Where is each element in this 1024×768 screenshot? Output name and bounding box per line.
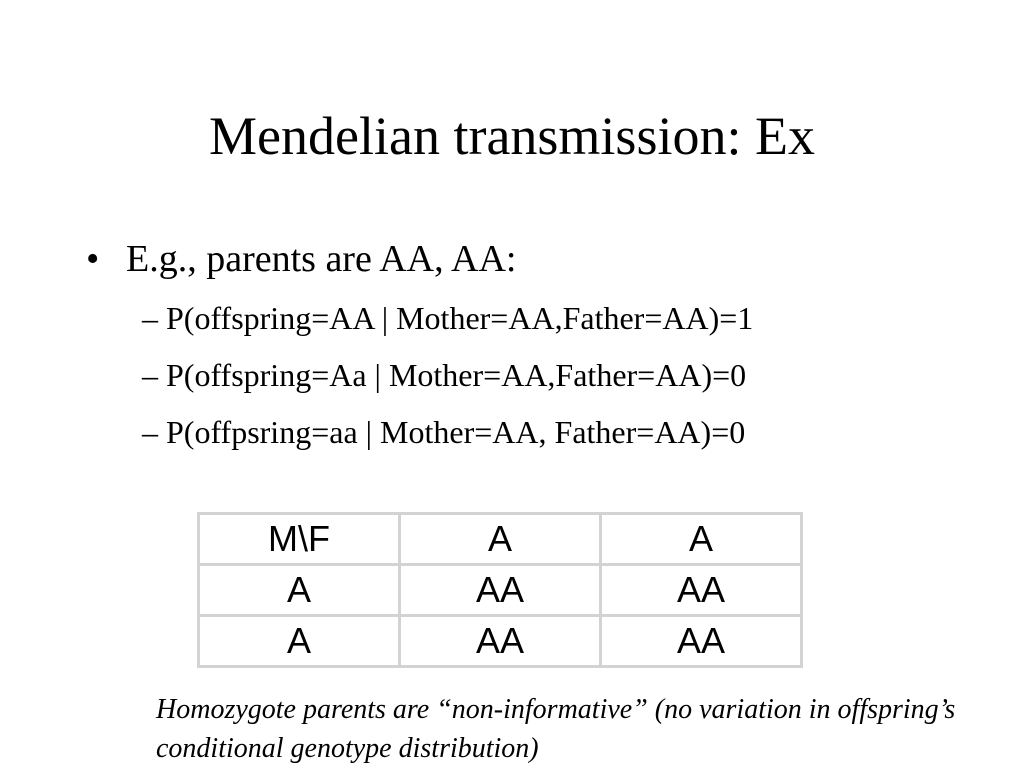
sub-bullet-text: P(offspring=AA | Mother=AA,Father=AA)=1 xyxy=(166,300,754,336)
punnett-square xyxy=(197,512,803,668)
table-header-cell: M\F xyxy=(199,514,400,565)
slide-title: Mendelian transmission: Ex xyxy=(209,106,815,166)
table-cell: A xyxy=(199,616,400,667)
dash-marker: – xyxy=(142,357,158,393)
table-cell: AA xyxy=(601,565,802,616)
sub-bullet-item xyxy=(142,404,986,461)
dash-marker: – xyxy=(142,414,158,450)
punnett-table xyxy=(197,512,803,668)
table-header-row xyxy=(199,514,802,565)
table-cell: A xyxy=(199,565,400,616)
bullet-list xyxy=(86,232,986,461)
bullet-marker: • xyxy=(86,238,100,280)
table-header-cell: A xyxy=(601,514,802,565)
sub-bullet-list xyxy=(142,290,986,461)
dash-marker: – xyxy=(142,300,158,336)
slide-caption: Homozygote parents are “non-informative” (no variation in offspring’s conditional genotype distribution) xyxy=(156,694,956,764)
table-cell: AA xyxy=(601,616,802,667)
bullet-text: E.g., parents are AA, AA: xyxy=(126,238,517,280)
bullet-item xyxy=(86,232,986,286)
table-cell: AA xyxy=(400,565,601,616)
sub-bullet-text: P(offspring=Aa | Mother=AA,Father=AA)=0 xyxy=(166,357,747,393)
table-row xyxy=(199,616,802,667)
sub-bullet-item xyxy=(142,290,986,347)
sub-bullet-item xyxy=(142,347,986,404)
table-header-cell: A xyxy=(400,514,601,565)
table-row xyxy=(199,565,802,616)
sub-bullet-text: P(offpsring=aa | Mother=AA, Father=AA)=0 xyxy=(166,414,746,450)
table-cell: AA xyxy=(400,616,601,667)
